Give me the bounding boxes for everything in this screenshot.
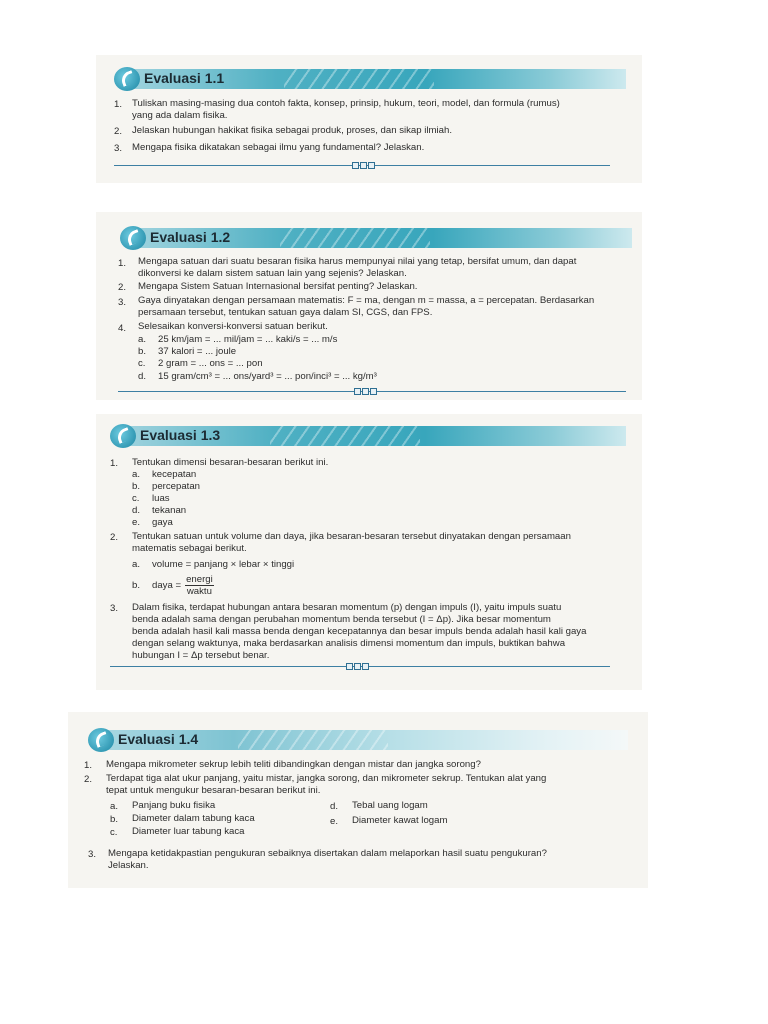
section-title: Evaluasi 1.1 [144,70,225,86]
sub-item-key: c. [132,493,140,504]
evaluasi-1-4-card [68,712,648,888]
question-text: Jelaskan. [108,860,149,871]
evaluasi-1-2-card [96,212,642,400]
question-number: 1. [114,99,123,110]
question-number: 3. [114,143,123,154]
formula-lhs: daya = [152,580,182,592]
fraction [185,574,214,597]
sub-item-text: Panjang buku fisika [132,800,216,811]
sub-item-text: Diameter luar tabung kaca [132,826,245,837]
sub-item-text: percepatan [152,481,201,492]
ornament-icon [354,388,382,394]
question-text: Mengapa fisika dikatakan sebagai ilmu yang fundamental? Jelaskan. [132,142,425,153]
question-number: 3. [110,603,119,614]
sub-item-key: c. [138,358,146,369]
formula-daya [152,574,214,597]
section-header [114,67,626,91]
question-number: 2. [110,532,119,543]
question-text: Mengapa mikrometer sekrup lebih teliti dibandingkan dengan mistar dan jangka sorong? [106,759,481,770]
sub-item-key: a. [110,801,119,812]
question-text: yang ada dalam fisika. [132,110,228,121]
section-bullet-icon [88,728,114,752]
sub-item-key: b. [110,814,119,825]
sub-item-key: a. [138,334,147,345]
sub-item-key: d. [330,801,339,812]
sub-item-key: a. [132,559,141,570]
section-bullet-icon [114,67,140,91]
section-header [110,424,626,448]
sub-item-text: 15 gram/cm³ = ... ons/yard³ = ... pon/inci³ = ... kg/m³ [158,371,377,382]
question-text: benda adalah sama dengan perubahan momentum benda tersebut (I = Δp). Jika besar momentum [132,614,551,625]
question-text: Dalam fisika, terdapat hubungan antara besaran momentum (p) dengan impuls (I), yaitu impuls suatu [132,602,562,613]
sub-item-key: b. [138,346,147,357]
sub-item-text: gaya [152,517,173,528]
section-title: Evaluasi 1.2 [150,229,231,245]
sub-item-key: b. [132,580,141,591]
question-text: Selesaikan konversi-konversi satuan berikut. [138,321,328,332]
question-number: 2. [118,282,127,293]
sub-item-key: d. [138,371,147,382]
question-number: 4. [118,323,127,334]
question-text: Mengapa Sistem Satuan Internasional bersifat penting? Jelaskan. [138,281,418,292]
question-text: matematis sebagai berikut. [132,543,247,554]
question-number: 3. [88,849,97,860]
sub-item-key: a. [132,469,141,480]
fraction-numerator: energi [186,574,213,585]
sub-item-text: 37 kalori = ... joule [158,346,237,357]
question-number: 1. [118,258,127,269]
ornament-icon [352,162,380,168]
section-title: Evaluasi 1.4 [118,731,199,747]
question-text: Jelaskan hubungan hakikat fisika sebagai produk, proses, dan sikap ilmiah. [132,125,452,136]
question-number: 3. [118,297,127,308]
question-number: 1. [110,458,119,469]
question-text: Tuliskan masing-masing dua contoh fakta, konsep, prinsip, hukum, teori, model, dan formula (rumus) [132,98,560,109]
question-text: hubungan I = Δp tersebut benar. [132,650,270,661]
question-text: Gaya dinyatakan dengan persamaan matematis: F = ma, dengan m = massa, a = percepatan. Berdasarkan [138,295,595,306]
question-text: Mengapa satuan dari suatu besaran fisika harus mempunyai nilai yang tetap, bersifat umum, dan dapat [138,256,577,267]
sub-item-text: tekanan [152,505,187,516]
question-number: 2. [84,774,93,785]
question-text: dengan selang waktunya, maka berdasarkan analisis dimensi momentum dan impuls, buktikan bahwa [132,638,566,649]
sub-item-text: Diameter kawat logam [352,815,448,826]
sub-item-key: e. [330,816,339,827]
question-number: 2. [114,126,123,137]
evaluasi-1-3-card [96,414,642,690]
question-text: Tentukan dimensi besaran-besaran berikut ini. [132,457,329,468]
sub-item-text: volume = panjang × lebar × tinggi [152,559,295,570]
ornament-icon [346,663,374,669]
sub-item-text: Diameter dalam tabung kaca [132,813,255,824]
sub-item-text: 2 gram = ... ons = ... pon [158,358,263,369]
sub-item-key: b. [132,481,141,492]
section-bullet-icon [120,226,146,250]
section-title: Evaluasi 1.3 [140,427,221,443]
section-bullet-icon [110,424,136,448]
question-number: 1. [84,760,93,771]
question-text: Mengapa ketidakpastian pengukuran sebaiknya disertakan dalam melaporkan hasil suatu pengukuran? [108,848,547,859]
question-text: Terdapat tiga alat ukur panjang, yaitu mistar, jangka sorong, dan mikrometer sekrup. Tentukan alat yang [106,773,547,784]
sub-item-text: luas [152,493,170,504]
sub-item-text: kecepatan [152,469,197,480]
sub-item-key: d. [132,505,141,516]
sub-item-key: e. [132,517,141,528]
section-header [120,226,632,250]
sub-item-key: c. [110,827,118,838]
evaluasi-1-1-card [96,55,642,183]
section-header [88,728,628,752]
sub-item-text: Tebal uang logam [352,800,428,811]
question-text: Tentukan satuan untuk volume dan daya, jika besaran-besaran tersebut dinyatakan dengan persamaan [132,531,571,542]
sub-item-text: 25 km/jam = ... mil/jam = ... kaki/s = ... m/s [158,334,338,345]
question-text: benda adalah hasil kali massa benda dengan kecepatannya dan besar impuls benda adalah hasil kali gaya [132,626,587,637]
question-text: dikonversi ke dalam sistem satuan lain yang sejenis? Jelaskan. [138,268,407,279]
question-text: tepat untuk mengukur besaran-besaran berikut ini. [106,785,321,796]
question-text: persamaan tersebut, tentukan satuan gaya dalam SI, CGS, dan FPS. [138,307,433,318]
fraction-denominator: waktu [186,586,212,597]
